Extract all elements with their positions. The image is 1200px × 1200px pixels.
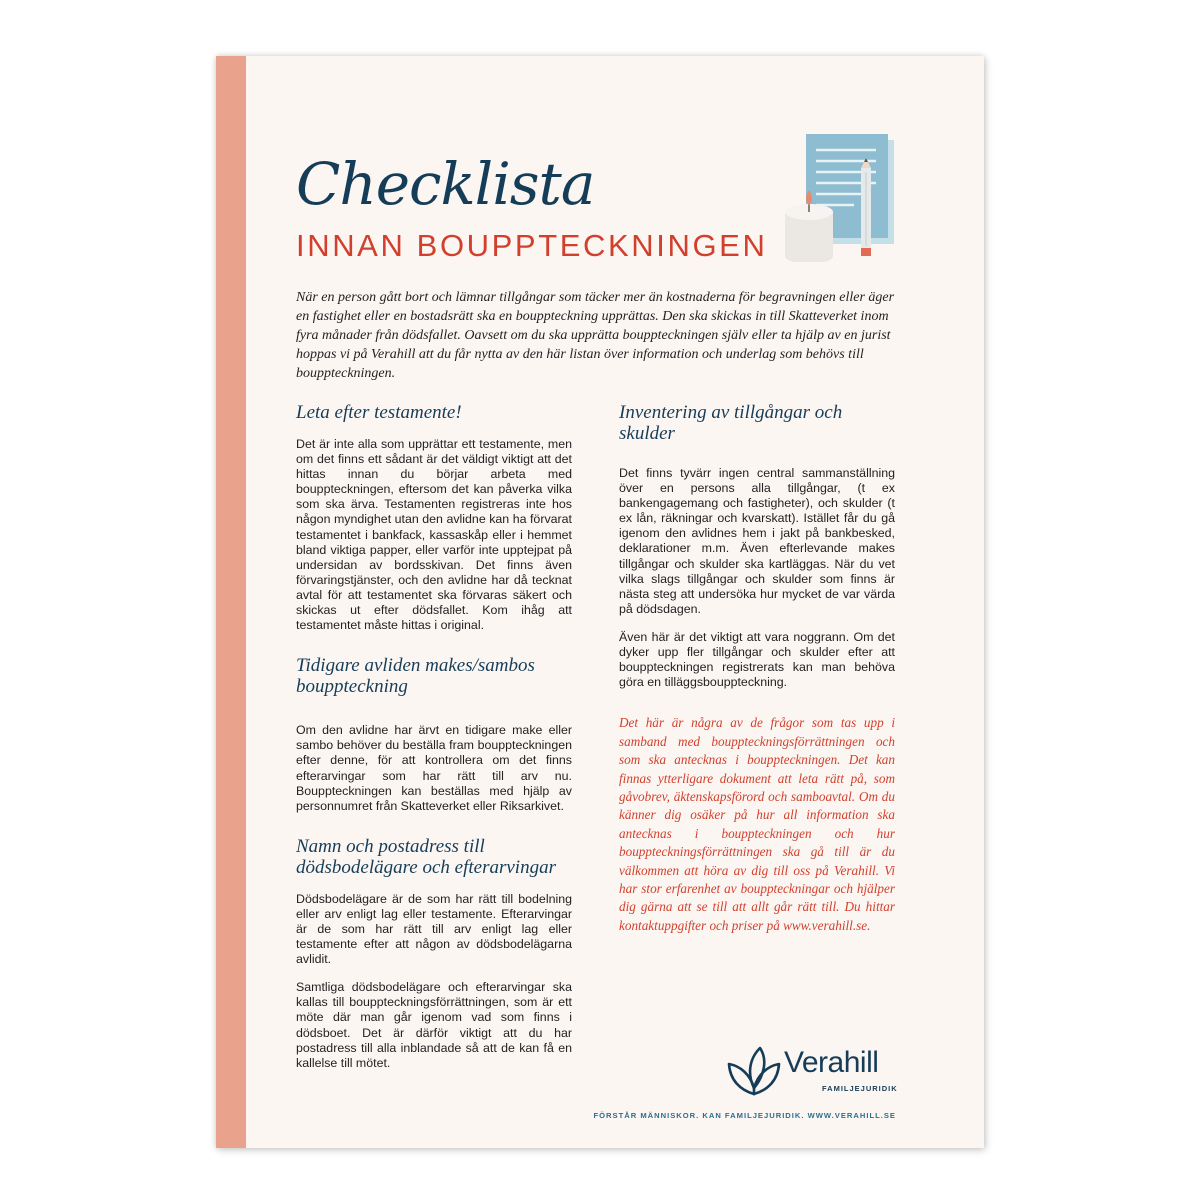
section-heading-inventering: Inventering av tillgångar och skulder xyxy=(619,402,843,444)
section-text-inventering-2: Även här är det viktigt att vara noggrann. Om det dyker upp fler tillgångar och skulder efter att bouppteckningen registrerats kan man behöva göra en tilläggsbouppteckning. xyxy=(619,629,895,690)
page-subtitle: INNAN BOUPPTECKNINGEN xyxy=(296,228,768,263)
checklist-sheet xyxy=(216,56,984,1148)
section-heading-tidigare-bouppteckning: Tidigare avliden makes/sambos bouppteckning xyxy=(296,655,535,698)
section-text-testamente: Det är inte alla som upprättar ett testamente, men om det finns ett sådant är det väldigt viktigt att det hittas innan du börjar arbeta med bouppteckningen, eftersom det kan påverka vilka som ska ärva. Testamenten registreras inte hos någon myndighet utan den avlidne kan ha förvarat testamentet i bankfack, kassaskåp eller i hemmet bland viktiga papper, eller varför inte upptejpat på undersidan av bordsskivan. Det finns även förvaringstjänster, och den avlidne har då tecknat avtal för att testamentet ska förvaras säkert och skickas ut efter dödsfallet. Kom ihåg att testamentet måste hittas i original. xyxy=(296,437,572,633)
section-text-dodsbodelagare-2: Samtliga dödsbodelägare och efterarvingar ska kallas till bouppteckningsförrättningen, som är ett möte där man går igenom vad som finns i dödsboet. Det är därför viktigt att du har postadress till alla inblandade så att de kan få en kallelse till mötet. xyxy=(296,980,572,1070)
right-column xyxy=(619,402,895,948)
logo-wordmark: Verahill xyxy=(784,1046,879,1079)
section-text-inventering-1: Det finns tyvärr ingen central sammanställning över en persons alla tillgångar, (t ex bankengagemang och fastigheter), och skulder (t ex lån, räkningar och kvarskatt). Istället får du gå igenom den avlidnes hem i jakt på bankbesked, deklarationer m.m. Även efterlevande makes tillgångar och skulder ska kartläggas. När du vet vilka slags tillgångar och skulder som finns är nästa steg att undersöka hur mycket de var värda på dödsdagen. xyxy=(619,466,895,616)
section-heading-testamente: Leta efter testamente! xyxy=(296,402,462,423)
page-title: Checklista xyxy=(296,150,595,218)
verahill-logo xyxy=(726,1044,898,1104)
section-heading-dodsbodelagare: Namn och postadress till dödsbodelägare och efterarvingar xyxy=(296,835,556,878)
notepad-candle-pencil-illustration xyxy=(782,132,902,262)
intro-paragraph: När en person gått bort och lämnar tillgångar som täcker mer än kostnaderna för begravningen eller äger en fastighet eller en bostadsrätt ska en bouppteckning upprättas. Den ska skickas in till Skatteverket inom fyra månader från dödsfallet. Oavsett om du ska upprätta bouppteckningen själv eller ta hjälp av en jurist hoppas vi på Verahill att du får nytta av den här listan över information och underlag som behövs till bouppteckningen. xyxy=(296,290,895,381)
footer-tagline: FÖRSTÅR MÄNNISKOR. KAN FAMILJEJURIDIK. WWW.VERAHILL.SE xyxy=(593,1111,896,1120)
closing-note: Det här är några av de frågor som tas upp i samband med bouppteckningsförrättningen och som ska antecknas i bouppteckningen. Det kan finnas ytterligare dokument att leta rätt på, som gåvobrev, äktenskapsförord och samboavtal. Om du känner dig osäker på hur all information ska antecknas i bouppteckningen och hur bouppteckningsförrättningen ska gå till är du välkommen att höra av dig till oss på Verahill. Vi har stor erfarenhet av bouppteckningar och hjälper dig gärna att se till att allt går rätt till. Du hittar kontaktuppgifter och priser på www.verahill.se. xyxy=(619,715,895,933)
section-text-dodsbodelagare-1: Dödsbodelägare är de som har rätt till bodelning eller arv enligt lag eller testamente. Efterarvingar är de som har rätt till arv enligt lag eller testamente efter att någon av dödsbodelägarna avlidit. xyxy=(296,891,572,967)
accent-stripe xyxy=(216,56,246,1148)
logo-subtitle: FAMILJEJURIDIK xyxy=(822,1084,898,1093)
section-text-tidigare-bouppteckning: Om den avlidne har ärvt en tidigare make eller sambo behöver du beställa fram bouppteckningen efter denne, för att kontrollera om det finns efterarvingar som har rätt till arv nu. Bouppteckningen kan beställas med hjälp av personnumret från Skatteverket eller Riksarkivet. xyxy=(296,723,572,813)
left-column xyxy=(296,402,572,1084)
verahill-leaf-logo-icon xyxy=(726,1044,782,1098)
